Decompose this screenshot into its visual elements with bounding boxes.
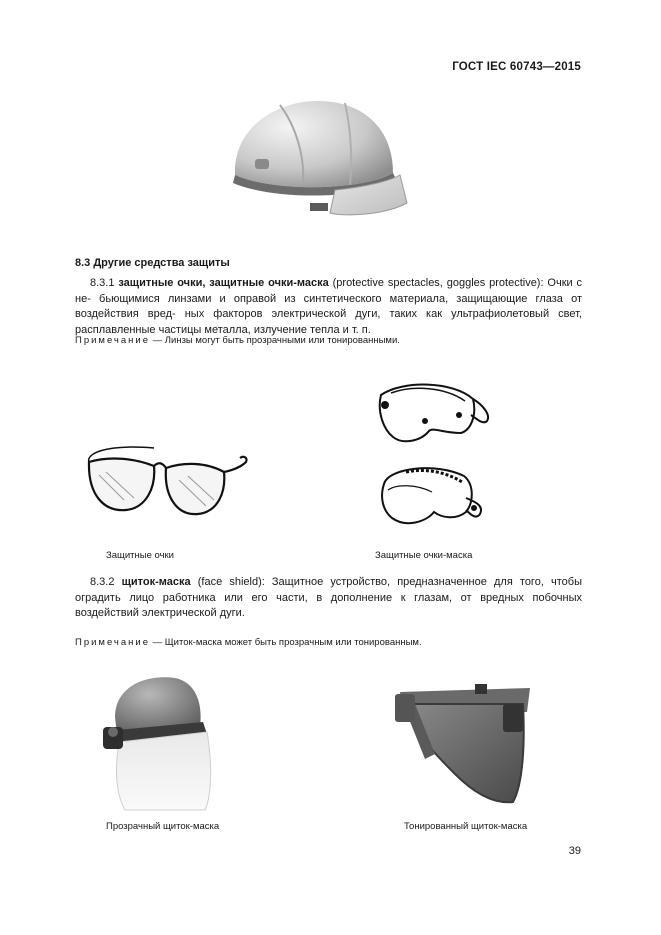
- clause-number: 8.3.2: [90, 576, 115, 588]
- clause-text-3: ных факторов электрической дуги, таких как ультрафиолетовый свет, расплавленные частицы металла,: [75, 308, 582, 336]
- section-title: 8.3 Другие средства защиты: [75, 257, 230, 269]
- caption-clear-shield: Прозрачный щиток-маска: [106, 821, 220, 832]
- goggles-top-illustration: [373, 375, 493, 450]
- goggles-bottom-illustration: [376, 462, 491, 532]
- hard-hat-illustration: [225, 95, 415, 225]
- clause-english: (face shield): [197, 576, 262, 588]
- caption-goggles: Защитные очки-маска: [375, 550, 473, 561]
- document-header: ГОСТ IEC 60743—2015: [452, 61, 581, 73]
- clause-term: щиток-маска: [121, 576, 191, 588]
- caption-spectacles: Защитные очки: [106, 550, 174, 561]
- tinted-face-shield-illustration: [395, 684, 535, 809]
- spectacles-illustration: [84, 440, 249, 525]
- paragraph-8-3-1: [75, 276, 582, 338]
- note-face-shield: [75, 636, 582, 650]
- clear-face-shield-illustration: [95, 672, 220, 812]
- note-lenses: [75, 334, 582, 348]
- note-text: — Линзы могут быть прозрачными или тонированными.: [150, 335, 400, 346]
- clause-text-3: дуги.: [219, 607, 245, 619]
- note-label: Примечание: [75, 335, 150, 346]
- clause-text-4: излучение тепла и т. п.: [253, 323, 371, 336]
- clause-number: 8.3.1: [90, 277, 115, 289]
- note-text: — Щиток-маска может быть прозрачным или тонированным.: [150, 637, 422, 648]
- clause-text-1: : Защитное устройство, предназначенное для того, чтобы оградить: [75, 576, 582, 604]
- clause-term: защитные очки, защитные очки-маска: [118, 277, 329, 289]
- clause-text-2: бьющимися линзами и оправой из синтетического материала, защищающие глаза от воздействия вред-: [75, 292, 582, 320]
- note-label: Примечание: [75, 637, 150, 648]
- page-number: 39: [568, 845, 581, 857]
- caption-tinted-shield: Тонированный щиток-маска: [404, 821, 528, 832]
- paragraph-8-3-2: [75, 575, 582, 622]
- clause-text-2: лицо работника или его части, в дополнение к глазам, от вредных побочных воздействий электрической: [75, 591, 582, 619]
- clause-text-1: : Очки с не-: [75, 277, 583, 305]
- clause-english: (protective spectacles, goggles protective): [332, 277, 541, 289]
